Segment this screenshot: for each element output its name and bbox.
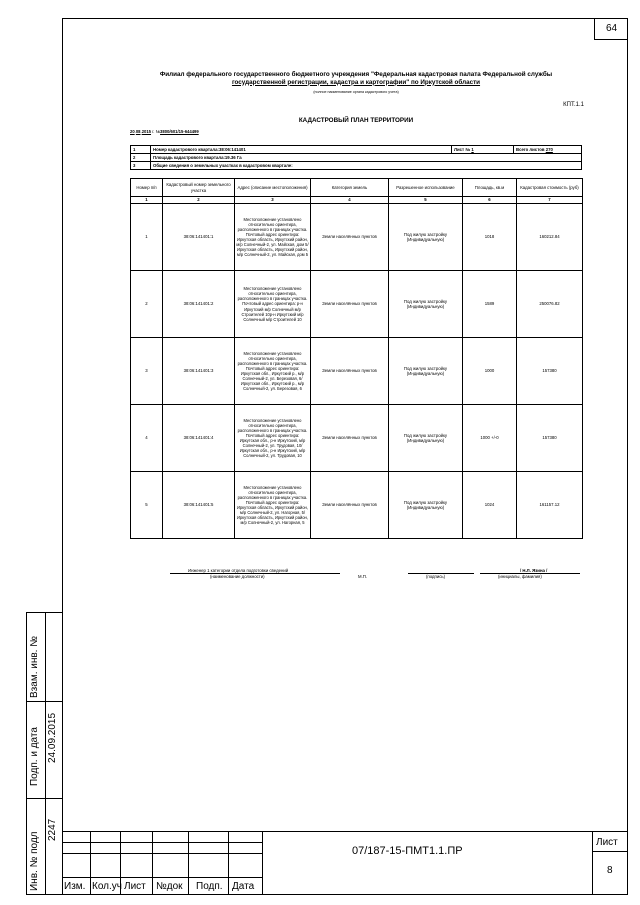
cadastral-plan-document bbox=[128, 65, 584, 585]
signer-position: Инженер 1 категории отдела подготовки сведений bbox=[188, 568, 289, 573]
column-header: Кадастровый номер земельного участка bbox=[163, 179, 235, 197]
info-row: 2 Площадь кадастрового квартала:19.36 Га bbox=[131, 154, 582, 162]
form-code: КПТ.1.1 bbox=[563, 102, 584, 108]
stamp-col-izm: Изм. bbox=[64, 881, 86, 892]
table-row: 4 38:06:141401:4 Местоположение установлено относительно ориентира, расположенного в границах участка. Почтовый адрес ориентира: Иркутская обл., р-н Иркутский, м/р Солнечный-2, ул. Трудовая, 10/Иркутская обл., р-н Иркутский, м/р Солнечный-2, ул. Трудовая, 10 Земли населённых пунктов Под жилую застройку (Индивидуальную) 1000 +/-0 157380 bbox=[131, 405, 583, 472]
sign-date-label: Подп. и дата bbox=[29, 727, 40, 786]
table-row: 2 38:06:141401:2 Местоположение установлено относительно ориентира, расположенного в границах участка. Почтовый адрес ориентира: р-н Иркутский м/р Солнечный м/р Строителей 10р-н Иркутский м/р Солнечный м/р Строителей 10 Земли населённых пунктов Под жилую застройку (Индивидуальную) 1589 250076.82 bbox=[131, 271, 583, 338]
stamp-col-list: Лист bbox=[124, 881, 146, 892]
column-index-row: 1 2 3 4 5 6 7 bbox=[131, 197, 583, 204]
info-row: 3 Общие сведения о земельных участках в кадастровом квартале: bbox=[131, 162, 582, 170]
signature-caption: (подпись) bbox=[426, 574, 446, 579]
column-header: Кадастровая стоимость (руб) bbox=[517, 179, 583, 197]
quarter-info-table bbox=[130, 145, 582, 170]
document-title: КАДАСТРОВЫЙ ПЛАН ТЕРРИТОРИИ bbox=[298, 117, 414, 124]
column-header: Адрес (описание местоположения) bbox=[235, 179, 311, 197]
stamp-sheet-value: 8 bbox=[607, 865, 613, 876]
inv-orig-label: Инв. № подл bbox=[29, 831, 40, 891]
side-strip bbox=[26, 612, 62, 895]
column-header: Категория земель bbox=[311, 179, 389, 197]
organization-caption: (полное наименование органа кадастрового учета) bbox=[313, 90, 399, 94]
stamp-col-podp: Подп. bbox=[196, 881, 223, 892]
position-caption: (наименование должности) bbox=[210, 574, 265, 579]
name-caption: (инициалы, фамилия) bbox=[498, 574, 542, 579]
vzam-inv-label: Взам. инв. № bbox=[29, 636, 40, 698]
document-date: 20.08.2015 г. №3800/601/15-644499 bbox=[130, 129, 199, 134]
land-plots-table bbox=[130, 178, 583, 539]
info-row: 1 Номер кадастрового квартала:38:06:141401 Лист № 1 Всего листов 270 bbox=[131, 146, 582, 154]
title-block-stamp bbox=[62, 831, 628, 895]
inv-orig-value: 2247 bbox=[47, 818, 58, 841]
page-number: 64 bbox=[594, 18, 628, 40]
organization-title: Филиал федерального государственного бюджетного учреждения "Федеральная кадастровая палата Федеральной службы государственной регистрации, кадастра и картографии" по Иркутской области bbox=[159, 71, 553, 86]
seal-mark: М.П. bbox=[358, 574, 368, 579]
table-row: 1 38:06:141401:1 Местоположение установлено относительно ориентира, расположенного в границах участка. Почтовый адрес ориентира: Иркутская область, Иркутский район, м/р Солнечный-2, ул. Майская, дом 5/Иркутская область, Иркутский район, м/р Солнечный-2, ул. Майская, дом 5 Земли населённых пунктов Под жилую застройку (Индивидуальную) 1018 160212.84 bbox=[131, 204, 583, 271]
table-row: 5 38:06:141401:5 Местоположение установлено относительно ориентира, расположенного в границах участка. Почтовый адрес ориентира: Иркутская область, Иркутский район, м/р Солнечный-2, ул. Нагорная, 5/Иркутская область, Иркутский район, м/р Солнечный-2, ул. Нагорная, 5 Земли населённых пунктов Под жилую застройку (Индивидуальную) 1024 161157.12 bbox=[131, 472, 583, 539]
stamp-col-data: Дата bbox=[232, 881, 255, 892]
stamp-col-kol: Кол.уч bbox=[92, 881, 122, 892]
table-row: 3 38:06:141401:3 Местоположение установлено относительно ориентира, расположенного в границах участка. Почтовый адрес ориентира: Иркутская обл., Иркутский р., м/р Солнечный-2, ул. Березовая, 6/Иркутская обл., Иркутский р., м/р Солнечный-2, ул. Березовая, 6 Земли населённых пунктов Под жилую застройку (Индивидуальную) 1000 157380 bbox=[131, 338, 583, 405]
column-header: Площадь, кв.м bbox=[463, 179, 517, 197]
table-header-row bbox=[131, 179, 583, 197]
column-header: Разрешенное использование bbox=[389, 179, 463, 197]
document-code: 07/187-15-ПМТ1.1.ПР bbox=[352, 845, 463, 857]
column-header: Номер п/п bbox=[131, 179, 163, 197]
sign-date-value: 24.09.2015 bbox=[47, 712, 58, 763]
stamp-col-ndok: №док bbox=[156, 881, 183, 892]
stamp-sheet-label: Лист bbox=[596, 837, 618, 848]
signer-name: / Н.Л. Язина / bbox=[520, 568, 548, 573]
